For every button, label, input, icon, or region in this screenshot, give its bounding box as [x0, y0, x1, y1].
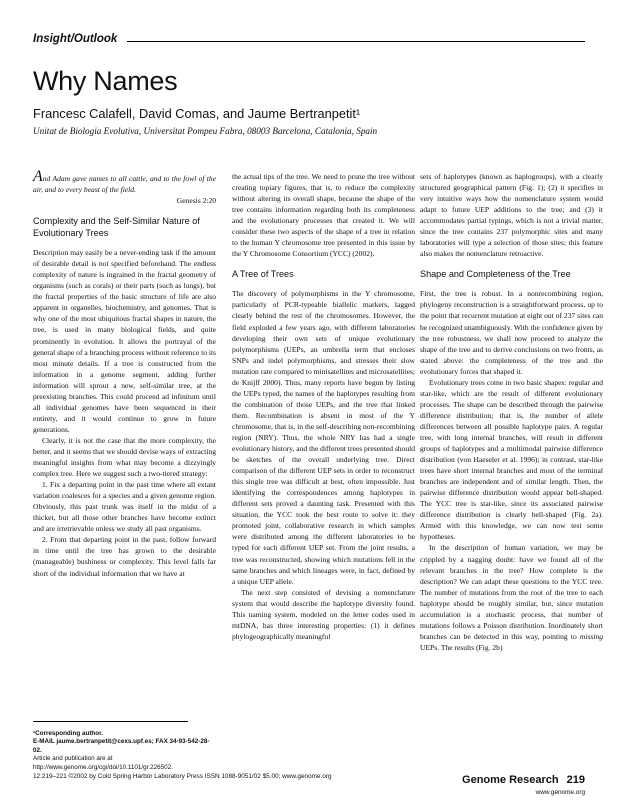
epigraph-dropcap: A — [33, 168, 43, 185]
section-label: Insight/Outlook — [33, 33, 118, 45]
footnote-rule — [33, 721, 188, 722]
paragraph: The discovery of polymorphisms in the Y chromosome, particularly of PCR-typeable biallelic markers, lagged clearly behind the rest of the chromosomes. However, the field exploded a few years ago, with different laboratories developing their own sets of unique evolutionary polymorphisms (UEPs, an umbrella term that encloses SNPs and indel polymorphisms, and stresses their slow mutation rate compared to minisatellites and microsatellites; de Knijff 2000). Thus, many reports have begun by listing the UEPs typed, the names of the haplotypes resulting from the combination of those UEPs, and the tree that linked them. Recombination is absent in most of the Y chromosome, that is, in the self-describing non-recombining region (NRY). Thus, the whole NRY has had a single evolutionary history, and the different trees presented should be sketches of the overall underlying tree. Direct comparison of the different UEP sets in order to reconstruct this single tree was difficult at best, often impossible. Just identifying the correspondences among haplotypes in different sets proved a daunting task. Presented with this situation, the YCC took the best route to solve it: they promoted joint, collaborative research in which samples were distributed among the different laboratories to be typed for each different UEP set. From the joint results, a tree was reconstructed, showing which mutations fell in the same branches and which lineages were, in fact, defined by a unique UEP allele. — [232, 289, 415, 586]
author-list: Francesc Calafell, David Comas, and Jaume Bertranpetit¹ — [33, 106, 361, 121]
affiliation: Unitat de Biologia Evolutiva, Universitat Pompeu Fabra, 08003 Barcelona, Catalonia, Spain — [33, 126, 378, 136]
paragraph — [420, 542, 603, 652]
paragraph: First, the tree is robust. In a nonrecombining region, phylogeny reconstruction is a straightforward process, up to the point that recurrent mutation at eight out of 237 sites can be recognized unambiguously. With the confidence given by the tree robustness, we shall now proceed to analyze the shape of the tree and to derive conclusions on two fronts, as stated above: the completeness of the tree and the evolutionary forces that shaped it. — [420, 289, 603, 376]
section-heading-shape: Shape and Completeness of the Tree — [420, 269, 571, 280]
article-title: Why Names — [33, 66, 178, 96]
epigraph — [33, 168, 216, 195]
section-rule — [127, 41, 585, 42]
paragraph: Clearly, it is not the case that the more complexity, the better, and it seems that we should devise ways of extracting meaningful insights from what may become a dizzyingly complex tree. Here we suggest such a two-tiered strategy: — [33, 435, 216, 479]
paragraph: Evolutionary trees come in two basic shapes: regular and star-like, which are the result of different evolutionary processes. The shape can be described through the pairwise difference distribution; that is, the number of allele differences between all possible haplotype pairs. A regular tree, with long internal branches, will result in different groups of haplotypes and a multimodal pairwise difference distribution (von Haeseler et al. 1996); in contrast, star-like trees have short internal branches and most of the terminal branches are independent and of similar length. Then, the pairwise difference distribution would appear bell-shaped. The YCC tree is star-like, since its associated pairwise difference distribution is clearly bell-shaped (Fig. 2a). Armed with this knowledge, we can now test some hypotheses. — [420, 377, 603, 542]
text-run: In the description of human variation, we may be crippled by a nagging doubt: have we found all of the relevant branches in the tree? How complete is the description? We can adapt these questions to the YCC tree. The number of mutations from the root of the tree to each haplotype should be roughly similar, but, since mutation accumulation is a stochastic process, that number of mutations follows a Poisson distribution. Inordinately short branches can be detected in this way, pointing to — [420, 543, 603, 641]
column-3 — [420, 171, 603, 653]
paragraph: 1. Fix a departing point in the past time where all extant variation coalesces for a species and a given genome region. Obviously, this past trunk was itself in the midst of a thicket, but all those other branches have become extinct and are irretrievable unless we study all past organisms. — [33, 480, 216, 534]
text-run: UEPs. The results (Fig. 2b) — [420, 642, 503, 652]
epigraph-text: nd Adam gave names to all cattle, and to the fowl of the air, and to every beast of the field. — [33, 174, 216, 195]
footnote — [33, 730, 217, 772]
page-number: 219 — [566, 774, 585, 786]
section-heading-complexity: Complexity and the Self-Similar Nature of Evolutionary Trees — [33, 216, 200, 239]
contact-email: E-MAIL jaume.bertranpetit@cexs.upf.es; FAX 34-93-542-28-02. — [33, 738, 210, 754]
journal-url: www.genome.org — [535, 789, 585, 796]
corresponding-author: ¹Corresponding author. — [33, 730, 103, 737]
footer-citation: 12:219–221 ©2002 by Cold Spring Harbor Laboratory Press ISSN 1088-9051/02 $5.00; www.genome.org — [33, 773, 332, 780]
emphasis: missing — [579, 631, 603, 641]
column-1 — [33, 168, 216, 579]
paragraph: Description may easily be a never-ending task if the amount of desirable detail is not specified beforehand. The endless complexity of nature is ingrained in the fractal geometry of organisms (such as corals) or their parts (such as lungs), but the fractal properties of the basic structure of life are also apparent in organelles, biochemistry, and genomes. That is why one of the most ubiquitous fractal shapes in nature, the tree, is used in many biological fields, and quite prominently in evolution. It allows the portrayal of the general shape of a branching process without reference to its most minute details. If a tree is constructed from the information in a genome segment, adding further information will sprout a new, self-similar tree, at the preexisting branches. This could proceed ad infinitum until all individual genomes have been sequenced in their entirety, and it would continue to grow in future generations. — [33, 248, 216, 434]
paragraph: sets of haplotypes (known as haplogroups), with a clearly structured geographical pattern (Fig. 1); (2) it specifies in very intuitive ways how the nomenclature system would adapt to future UEP additions to the tree; and (3) it accommodates partial typings, which is not a trivial matter, since the tree contains 237 polymorphic sites and many laboratories will type a selection of those sites; this feature also makes the nomenclature retroactive. — [420, 172, 603, 259]
paragraph: the actual tips of the tree. We need to prune the tree without creating topiary figures, that is, to reduce the complexity without altering its overall shape, because the shape of the tree contains information regarding both its completeness and the evolutionary processes that created it. We will consider these two aspects of the shape of a tree in relation to the human Y chromosome tree presented in this issue by the Y Chromosome Consortium (YCC) (2002). — [232, 172, 415, 259]
journal-name: Genome Research — [462, 774, 559, 786]
column-2 — [232, 171, 415, 642]
paragraph: 2. From that departing point in the past, follow forward in time until the tree has grown to the desirable (manageable) bushiness or complexity. This level falls far short of the individual information that we have at — [33, 535, 216, 578]
article-link: Article and publication are at http://www.genome.org/cgi/doi/10.1101/gr.226502. — [33, 755, 173, 771]
section-heading-tree-of-trees: A Tree of Trees — [232, 269, 294, 280]
epigraph-source: Genesis 2:20 — [176, 196, 216, 206]
paragraph: The next step consisted of devising a nomenclature system that would describe the haplotype diversity found. This naming system, modeled on the letter codes used in mtDNA, has three interesting properties: (1) it defines phylogeographically meaningful — [232, 587, 415, 641]
footer-journal — [462, 770, 585, 796]
